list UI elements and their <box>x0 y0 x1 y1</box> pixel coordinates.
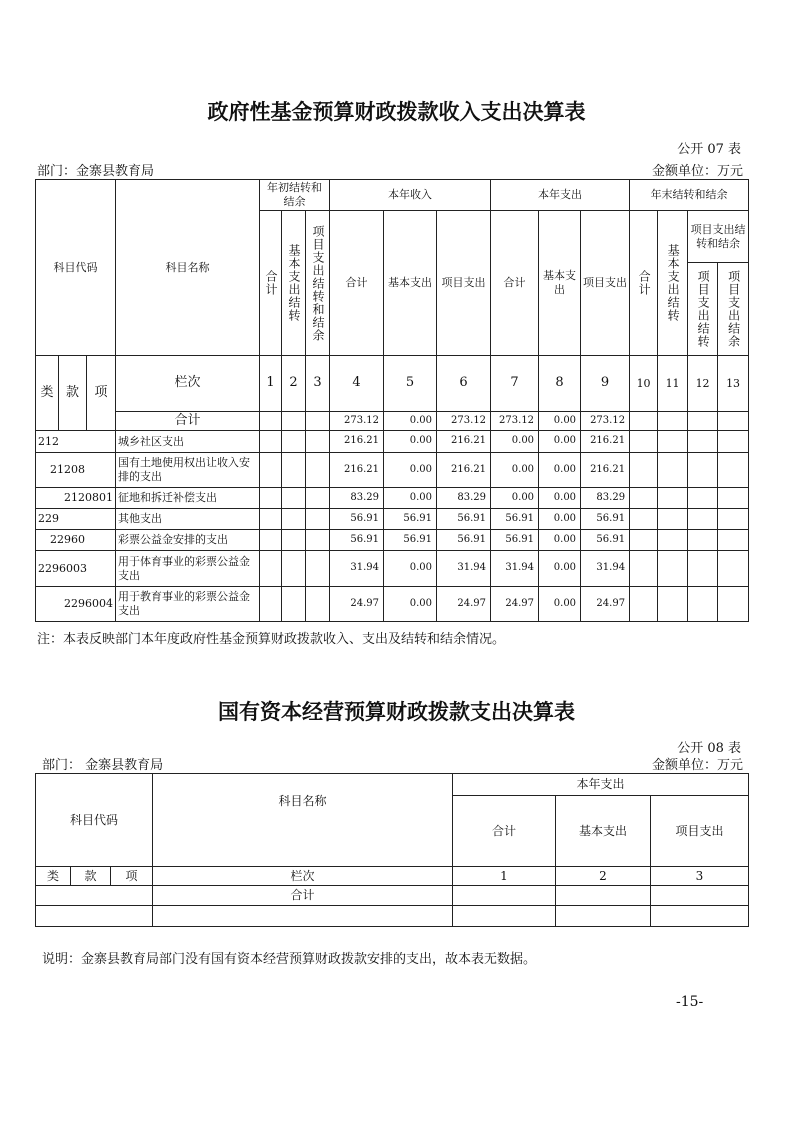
column-number: 12 <box>688 356 718 412</box>
subject-code: 21208 <box>36 453 116 488</box>
empty-cell <box>658 530 688 551</box>
empty-cell <box>718 587 749 622</box>
subject-name: 彩票公益金安排的支出 <box>116 530 260 551</box>
table2-department: 部门： 金寨县教育局 <box>42 758 164 773</box>
amount-cell: 24.97 <box>330 587 384 622</box>
t2-header-code: 科目代码 <box>36 774 153 867</box>
table1-note: 注：本表反映部门本年度政府性基金预算财政拨款收入、支出及结转和结余情况。 <box>37 632 506 647</box>
table2 <box>35 773 749 927</box>
table1-title: 政府性基金预算财政拨款收入支出决算表 <box>207 99 586 124</box>
total-value: 273.12 <box>581 412 630 431</box>
empty-cell <box>630 587 658 622</box>
column-number: 7 <box>491 356 539 412</box>
empty-cell <box>688 530 718 551</box>
amount-cell: 0.00 <box>539 509 581 530</box>
amount-cell: 0.00 <box>384 453 437 488</box>
empty-cell <box>306 509 330 530</box>
amount-cell: 56.91 <box>384 509 437 530</box>
amount-cell: 56.91 <box>330 530 384 551</box>
column-number: 6 <box>437 356 491 412</box>
amount-cell: 0.00 <box>491 431 539 453</box>
empty-cell <box>630 509 658 530</box>
t2-header-total: 合计 <box>453 796 556 867</box>
column-number: 8 <box>539 356 581 412</box>
empty-cell <box>282 412 306 431</box>
empty-cell <box>718 488 749 509</box>
header-expense-total: 合计 <box>491 211 539 356</box>
amount-cell: 83.29 <box>437 488 491 509</box>
header-expense: 本年支出 <box>491 180 630 211</box>
header-income-project: 项目支出 <box>437 211 491 356</box>
header-income-basic: 基本支出 <box>384 211 437 356</box>
table-row <box>36 509 749 530</box>
amount-cell: 31.94 <box>330 551 384 587</box>
empty-cell <box>630 551 658 587</box>
amount-cell: 56.91 <box>581 509 630 530</box>
empty-cell <box>688 509 718 530</box>
total-value: 0.00 <box>384 412 437 431</box>
subject-name: 用于体育事业的彩票公益金支出 <box>116 551 260 587</box>
empty-cell <box>718 431 749 453</box>
empty-cell <box>658 453 688 488</box>
amount-cell: 56.91 <box>491 530 539 551</box>
subject-name: 国有土地使用权出让收入安排的支出 <box>116 453 260 488</box>
header-income: 本年收入 <box>330 180 491 211</box>
total-value: 0.00 <box>539 412 581 431</box>
column-number: 5 <box>384 356 437 412</box>
header-end: 年末结转和结余 <box>630 180 749 211</box>
table1-form-number: 公开 07 表 <box>677 142 741 157</box>
empty-cell <box>260 431 282 453</box>
subject-code: 229 <box>36 509 116 530</box>
amount-cell: 0.00 <box>384 431 437 453</box>
amount-cell: 31.94 <box>437 551 491 587</box>
empty-cell <box>658 551 688 587</box>
empty-cell <box>658 431 688 453</box>
subject-code: 22960 <box>36 530 116 551</box>
table2-form-number: 公开 08 表 <box>677 741 741 756</box>
t2-col-num: 3 <box>651 867 749 886</box>
empty-cell <box>282 431 306 453</box>
table-row <box>36 453 749 488</box>
subject-code: 2296004 <box>36 587 116 622</box>
empty-cell <box>282 530 306 551</box>
column-number: 11 <box>658 356 688 412</box>
subject-name: 征地和拆迁补偿支出 <box>116 488 260 509</box>
header-xiang: 项 <box>87 356 116 431</box>
header-begin-project: 项目支出结转和结余 <box>311 224 326 342</box>
amount-cell: 216.21 <box>437 453 491 488</box>
column-number: 13 <box>718 356 749 412</box>
table1 <box>35 179 749 622</box>
empty-cell <box>658 587 688 622</box>
t2-header-xiang: 项 <box>111 867 153 886</box>
empty-cell <box>306 453 330 488</box>
header-end-project-group: 项目支出结转和结余 <box>688 211 749 263</box>
subject-code: 212 <box>36 431 116 453</box>
header-begin-total: 合计 <box>264 270 279 296</box>
empty-cell <box>282 509 306 530</box>
table-row <box>36 551 749 587</box>
table1-unit: 金额单位：万元 <box>651 164 743 179</box>
header-name: 科目名称 <box>116 180 260 356</box>
t2-header-name: 科目名称 <box>153 774 453 867</box>
empty-cell <box>260 530 282 551</box>
table1-department: 部门：金寨县教育局 <box>37 164 155 179</box>
empty-cell <box>282 551 306 587</box>
header-lanci: 栏次 <box>116 356 260 412</box>
empty-cell <box>688 551 718 587</box>
t2-header-kuan: 款 <box>71 867 111 886</box>
empty-cell <box>306 488 330 509</box>
empty-cell <box>282 453 306 488</box>
amount-cell: 24.97 <box>437 587 491 622</box>
amount-cell: 31.94 <box>581 551 630 587</box>
total-value: 273.12 <box>491 412 539 431</box>
empty-cell <box>688 431 718 453</box>
column-number: 10 <box>630 356 658 412</box>
empty-cell <box>688 412 718 431</box>
amount-cell: 56.91 <box>384 530 437 551</box>
t2-header-lanci: 栏次 <box>153 867 453 886</box>
amount-cell: 216.21 <box>581 431 630 453</box>
subject-code: 2120801 <box>36 488 116 509</box>
t2-header-project: 项目支出 <box>651 796 749 867</box>
header-income-total: 合计 <box>330 211 384 356</box>
header-end-basic: 基本支出结转 <box>666 244 681 322</box>
table-row <box>36 488 749 509</box>
amount-cell: 24.97 <box>491 587 539 622</box>
header-expense-project: 项目支出 <box>581 211 630 356</box>
amount-cell: 0.00 <box>491 488 539 509</box>
empty-cell <box>306 412 330 431</box>
empty-cell <box>630 488 658 509</box>
amount-cell: 83.29 <box>330 488 384 509</box>
column-number: 2 <box>282 356 306 412</box>
table-row <box>36 530 749 551</box>
empty-cell <box>260 488 282 509</box>
header-kuan: 款 <box>59 356 87 431</box>
empty-cell <box>718 530 749 551</box>
empty-cell <box>282 488 306 509</box>
amount-cell: 0.00 <box>384 551 437 587</box>
empty-cell <box>718 551 749 587</box>
empty-cell <box>260 551 282 587</box>
header-end-project-carry: 项目支出结转 <box>696 270 711 348</box>
t2-header-lei: 类 <box>36 867 71 886</box>
amount-cell: 216.21 <box>330 453 384 488</box>
amount-cell: 0.00 <box>491 453 539 488</box>
empty-cell <box>306 551 330 587</box>
subject-name: 其他支出 <box>116 509 260 530</box>
header-begin-basic: 基本支出结转 <box>287 244 302 322</box>
empty-cell <box>282 587 306 622</box>
header-end-total: 合计 <box>637 270 652 296</box>
t2-header-basic: 基本支出 <box>556 796 651 867</box>
amount-cell: 0.00 <box>384 488 437 509</box>
empty-cell <box>658 412 688 431</box>
subject-name: 用于教育事业的彩票公益金支出 <box>116 587 260 622</box>
empty-cell <box>688 488 718 509</box>
t2-total-label: 合计 <box>153 886 453 906</box>
table2-unit: 金额单位：万元 <box>651 758 743 773</box>
empty-cell <box>718 509 749 530</box>
header-lei: 类 <box>36 356 59 431</box>
empty-cell <box>718 453 749 488</box>
empty-cell <box>658 488 688 509</box>
empty-cell <box>260 453 282 488</box>
empty-cell <box>718 412 749 431</box>
amount-cell: 56.91 <box>437 530 491 551</box>
t2-header-expense: 本年支出 <box>453 774 749 796</box>
header-expense-basic: 基本支出 <box>539 211 581 356</box>
amount-cell: 0.00 <box>539 488 581 509</box>
empty-cell <box>306 587 330 622</box>
t2-col-num: 1 <box>453 867 556 886</box>
empty-cell <box>630 431 658 453</box>
empty-cell <box>306 431 330 453</box>
amount-cell: 216.21 <box>437 431 491 453</box>
amount-cell: 0.00 <box>539 453 581 488</box>
empty-cell <box>260 412 282 431</box>
amount-cell: 56.91 <box>581 530 630 551</box>
empty-cell <box>260 587 282 622</box>
amount-cell: 216.21 <box>581 453 630 488</box>
subject-name: 城乡社区支出 <box>116 431 260 453</box>
amount-cell: 0.00 <box>539 431 581 453</box>
column-number: 4 <box>330 356 384 412</box>
amount-cell: 24.97 <box>581 587 630 622</box>
amount-cell: 0.00 <box>384 587 437 622</box>
amount-cell: 31.94 <box>491 551 539 587</box>
amount-cell: 0.00 <box>539 587 581 622</box>
column-number: 3 <box>306 356 330 412</box>
total-value: 273.12 <box>437 412 491 431</box>
amount-cell: 56.91 <box>491 509 539 530</box>
empty-cell <box>688 453 718 488</box>
amount-cell: 0.00 <box>539 530 581 551</box>
total-label: 合计 <box>116 412 260 431</box>
amount-cell: 56.91 <box>437 509 491 530</box>
empty-cell <box>630 530 658 551</box>
table-row <box>36 431 749 453</box>
empty-cell <box>306 530 330 551</box>
header-begin: 年初结转和结余 <box>260 180 330 211</box>
empty-cell <box>630 453 658 488</box>
empty-cell <box>688 587 718 622</box>
page-number: -15- <box>676 994 704 1010</box>
amount-cell: 216.21 <box>330 431 384 453</box>
header-end-project-balance: 项目支出结余 <box>726 270 741 348</box>
amount-cell: 83.29 <box>581 488 630 509</box>
subject-code: 2296003 <box>36 551 116 587</box>
amount-cell: 0.00 <box>539 551 581 587</box>
table-row <box>36 587 749 622</box>
empty-cell <box>658 509 688 530</box>
amount-cell: 56.91 <box>330 509 384 530</box>
total-value: 273.12 <box>330 412 384 431</box>
column-number: 1 <box>260 356 282 412</box>
table2-title: 国有资本经营预算财政拨款支出决算表 <box>218 699 575 724</box>
t2-col-num: 2 <box>556 867 651 886</box>
empty-cell <box>260 509 282 530</box>
column-number: 9 <box>581 356 630 412</box>
table2-note: 说明：金寨县教育局部门没有国有资本经营预算财政拨款安排的支出，故本表无数据。 <box>42 952 537 967</box>
empty-cell <box>630 412 658 431</box>
header-code: 科目代码 <box>36 180 116 356</box>
